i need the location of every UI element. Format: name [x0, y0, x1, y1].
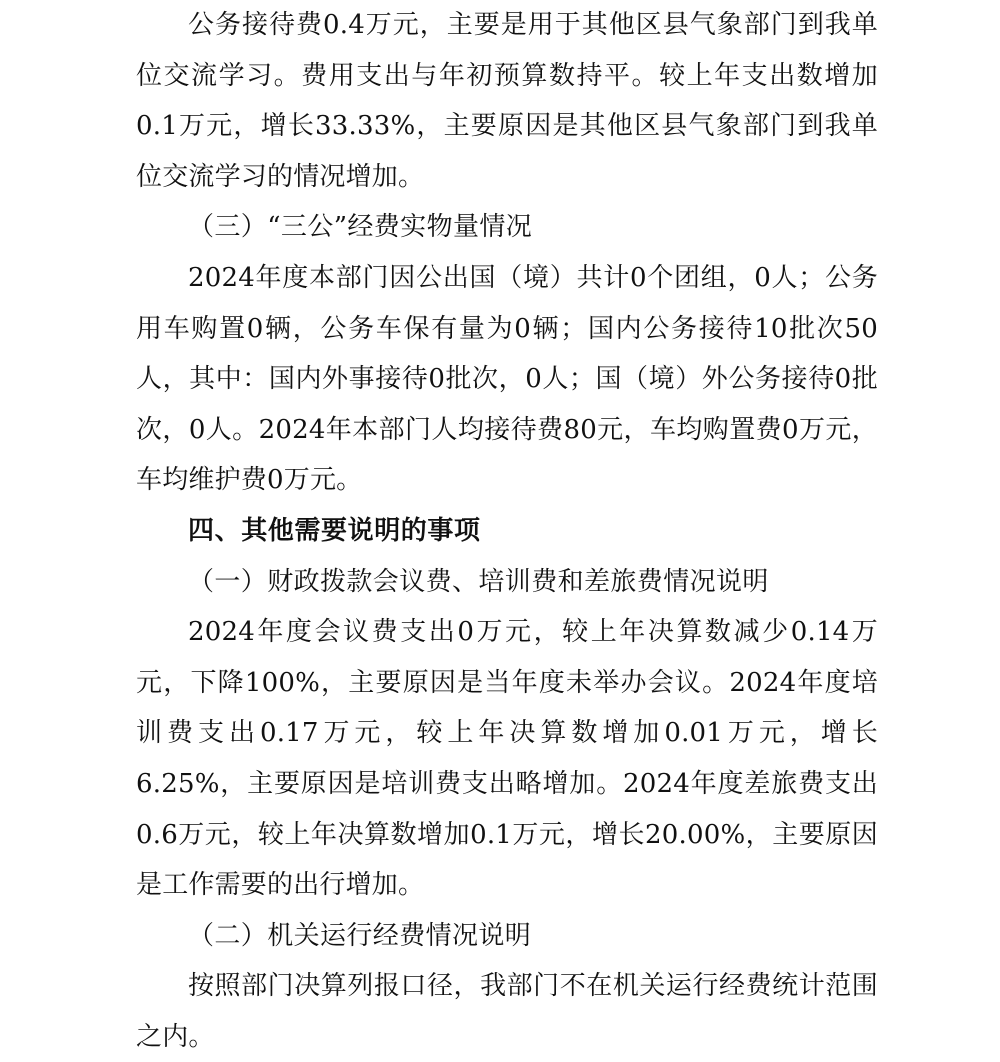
heading-other-matters: 四、其他需要说明的事项 [188, 515, 481, 546]
paragraph-reception-expense: 公务接待费0.4万元，主要是用于其他区县气象部门到我单位交流学习。费用支出与年初预算数持平。较上年支出数增加0.1万元，增长33.33%，主要原因是其他区县气象部门到我单位交流学习的情况增加。 [136, 10, 878, 192]
document-page [136, 0, 878, 1062]
paragraph-physical-quantity: 2024年度本部门因公出国（境）共计0个团组，0人；公务用车购置0辆，公务车保有量为0辆；国内公务接待10批次50人，其中：国内外事接待0批次，0人；国（境）外公务接待0批次，0人。2024年本部门人均接待费80元，车均购置费0万元，车均维护费0万元。 [136, 262, 878, 496]
paragraph-meeting-training-travel: 2024年度会议费支出0万元，较上年决算数减少0.14万元，下降100%，主要原因是当年度未举办会议。2024年度培训费支出0.17万元，较上年决算数增加0.01万元，增长6.25%，主要原因是培训费支出略增加。2024年度差旅费支出0.6万元，较上年决算数增加0.1万元，增长20.00%，主要原因是工作需要的出行增加。 [136, 617, 878, 901]
heading-three-public-quantity: （三）“三公”经费实物量情况 [188, 212, 533, 243]
paragraph-operating-expense: 按照部门决算列报口径，我部门不在机关运行经费统计范围之内。 [136, 971, 878, 1052]
heading-operating-expense: （二）机关运行经费情况说明 [188, 920, 532, 951]
heading-meeting-training-travel: （一）财政拨款会议费、培训费和差旅费情况说明 [188, 566, 769, 597]
